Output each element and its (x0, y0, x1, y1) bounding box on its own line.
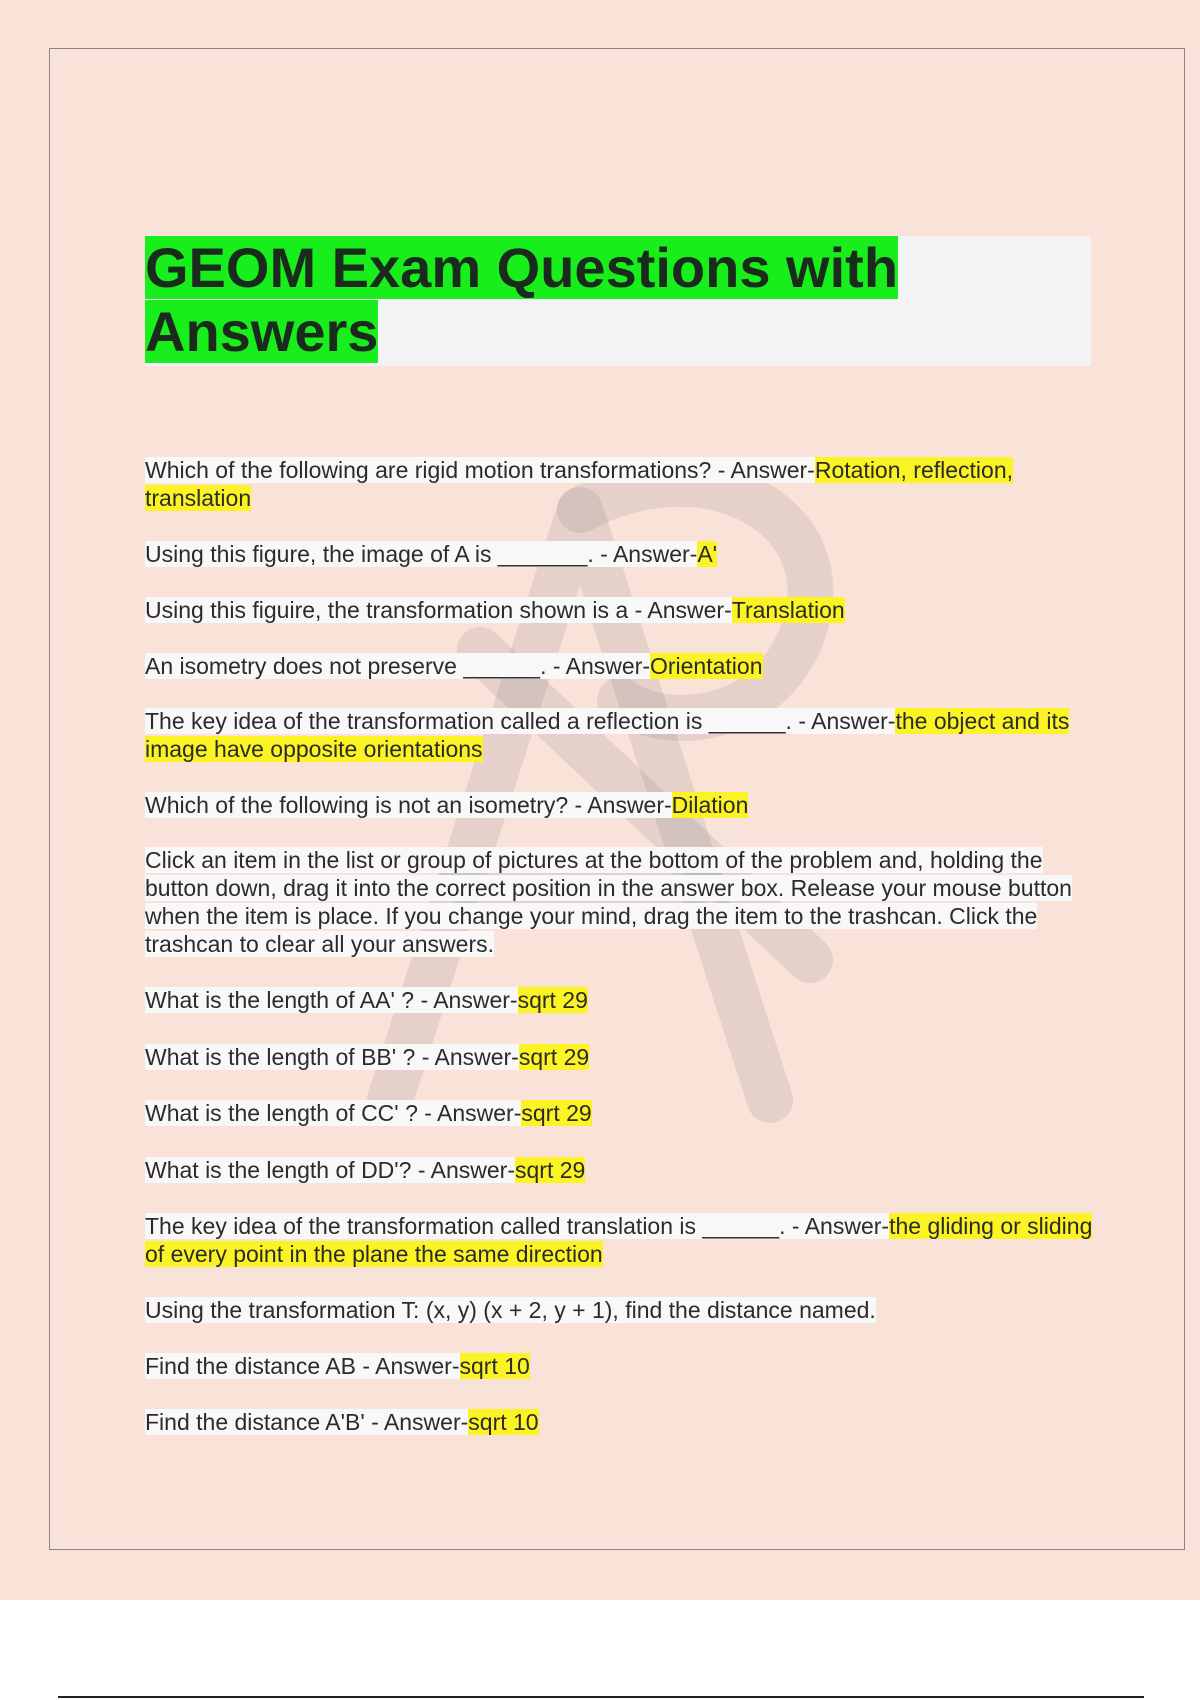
question-text: What is the length of AA' ? - Answer- (145, 987, 518, 1013)
instruction-text: Click an item in the list or group of pictures at the bottom of the problem and, holding the button down, drag it into the correct position in the answer box. Release your mouse button when the item is place. If you change your mind, drag the item to the trashcan. Click the trashcan to clear all your answers. (145, 847, 1072, 957)
qa-item-4 (145, 652, 1095, 680)
qa-item-7 (145, 846, 1095, 958)
question-text: Find the distance A'B' - Answer- (145, 1409, 469, 1435)
qa-item-13 (145, 1296, 1095, 1324)
question-text: What is the length of DD'? - Answer- (145, 1157, 515, 1183)
question-text: Using this figuire, the transformation shown is a - Answer- (145, 597, 732, 623)
answer-highlight: the object and its image have opposite orientations (145, 708, 1070, 762)
qa-item-9 (145, 1043, 1095, 1071)
answer-highlight: sqrt 29 (521, 1100, 592, 1126)
answer-highlight: Translation (731, 597, 845, 623)
qa-item-11 (145, 1156, 1095, 1184)
question-text: What is the length of BB' ? - Answer- (145, 1044, 519, 1070)
qa-item-5 (145, 707, 1095, 763)
question-text: The key idea of the transformation called a reflection is ______. - Answer- (145, 708, 896, 734)
answer-highlight: sqrt 29 (518, 1044, 590, 1070)
qa-item-2 (145, 540, 1095, 568)
document-title (145, 236, 925, 364)
qa-item-14 (145, 1352, 1095, 1380)
title-highlight: GEOM Exam Questions with Answers (145, 236, 899, 363)
question-text: Which of the following are rigid motion transformations? - Answer- (145, 457, 815, 483)
answer-highlight: A' (697, 541, 718, 567)
question-text: Find the distance AB - Answer- (145, 1353, 460, 1379)
answer-highlight: Dilation (671, 792, 749, 818)
question-text: Using the transformation T: (x, y) (x + 2, y + 1), find the distance named. (145, 1297, 876, 1323)
qa-item-10 (145, 1099, 1095, 1127)
question-text: Using this figure, the image of A is _______. - Answer- (145, 541, 698, 567)
answer-highlight: sqrt 10 (468, 1409, 539, 1435)
answer-highlight: the gliding or sliding of every point in the plane the same direction (145, 1213, 1093, 1267)
qa-list (145, 456, 1095, 1436)
question-text: The key idea of the transformation called translation is ______. - Answer- (145, 1213, 890, 1239)
qa-item-15 (145, 1408, 1095, 1436)
qa-item-1 (145, 456, 1095, 512)
answer-highlight: sqrt 29 (515, 1157, 586, 1183)
question-text: Which of the following is not an isometry? - Answer- (145, 792, 672, 818)
qa-item-12 (145, 1212, 1095, 1268)
title-block (145, 236, 1091, 366)
question-text: An isometry does not preserve ______. - Answer- (145, 653, 650, 679)
answer-highlight: sqrt 10 (459, 1353, 530, 1379)
bottom-divider (58, 1696, 1144, 1698)
answer-highlight: Orientation (649, 653, 763, 679)
qa-item-6 (145, 791, 1095, 819)
qa-item-8 (145, 986, 1095, 1014)
answer-highlight: Rotation, reflection, translation (145, 457, 1014, 511)
qa-item-3 (145, 596, 1095, 624)
question-text: What is the length of CC' ? - Answer- (145, 1100, 522, 1126)
answer-highlight: sqrt 29 (517, 987, 588, 1013)
